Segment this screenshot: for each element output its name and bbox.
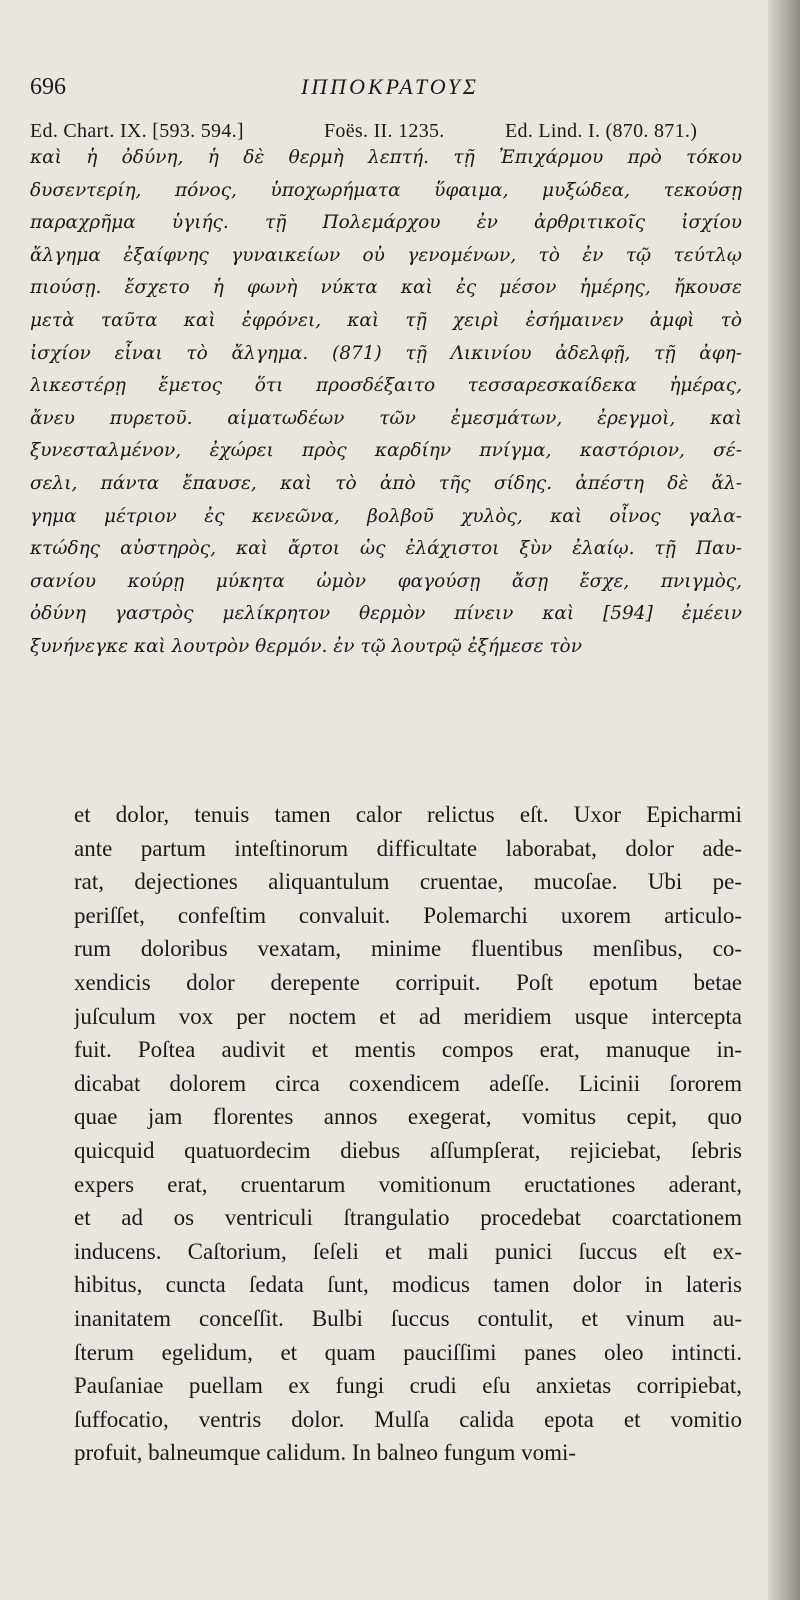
- latin-text-line: rum doloribus vexatam, minime fluentibus menſibus, co-: [74, 936, 742, 962]
- latin-text-line: fuit. Poſtea audivit et mentis compos erat, manuque in-: [74, 1037, 742, 1063]
- chartier-edition-ref: Ed. Chart. IX. [593. 594.]: [30, 120, 244, 142]
- linden-edition-ref: Ed. Lind. I. (870. 871.): [505, 120, 698, 142]
- greek-text-line: δυσεντερίη, πόνος, ὑποχωρήματα ὕφαιμα, μυξώδεα, τεκούσῃ: [30, 179, 742, 201]
- greek-text-line: πιούσῃ. ἔσχετο ἡ φωνὴ νύκτα καὶ ἐς μέσον ἡμέρης, ἤκουσε: [30, 277, 742, 299]
- latin-text-line: et ad os ventriculi ſtrangulatio procedebat coarctationem: [74, 1205, 742, 1231]
- latin-text-line: ſuffocatio, ventris dolor. Mulſa calida epota et vomitio: [74, 1406, 742, 1432]
- latin-text-line: rat, dejectiones aliquantulum cruentae, mucoſae. Ubi pe-: [74, 869, 742, 895]
- latin-text-line: hibitus, cuncta ſedata ſunt, modicus tamen dolor in lateris: [74, 1272, 742, 1298]
- greek-text-line: ἄλγημα ἐξαίφνης γυναικείων οὐ γενομένων, τὸ ἐν τῷ τεύτλῳ: [30, 244, 742, 266]
- greek-text-line: σελι, πάντα ἔπαυσε, καὶ τὸ ἀπὸ τῆς σίδης. ἀπέστη δὲ ἄλ-: [30, 472, 742, 494]
- greek-text-line: σανίου κούρῃ μύκητα ὠμὸν φαγούσῃ ἄσῃ ἔσχε, πνιγμὸς,: [30, 570, 742, 592]
- latin-text-line: juſculum vox per noctem et ad meridiem usque intercepta: [74, 1003, 742, 1029]
- latin-text-line: ante partum inteſtinorum difficultate laborabat, dolor ade-: [74, 835, 742, 861]
- running-title: ΙΠΠΟΚΡΑΤΟΥΣ: [300, 74, 480, 99]
- greek-text-line: παραχρῆμα ὑγιής. τῇ Πολεμάρχου ἐν ἀρθριτικοῖς ἰσχίου: [30, 212, 742, 234]
- page-number: 696: [30, 74, 66, 100]
- greek-text-line: καὶ ἡ ὀδύνη, ἡ δὲ θερμὴ λεπτή. τῇ Ἐπιχάρμου πρὸ τόκου: [30, 147, 742, 168]
- greek-text-line: ὀδύνη γαστρὸς μελίκρητον θερμὸν πίνειν καὶ [594] ἐμέειν: [30, 603, 742, 625]
- greek-text-line: λικεστέρῃ ἔμετος ὅτι προσδέξαιτο τεσσαρεσκαίδεκα ἡμέρας,: [30, 375, 742, 397]
- latin-text-line: profuit, balneumque calidum. In balneo fungum vomi-: [74, 1440, 577, 1466]
- greek-text-line: ἰσχίον εἶναι τὸ ἄλγημα. (871) τῇ Λικινίου ἀδελφῇ, τῇ ἀφη-: [30, 342, 742, 364]
- latin-text-line: inducens. Caſtorium, ſeſeli et mali punici ſuccus eſt ex-: [74, 1238, 742, 1264]
- latin-text-line: quae jam florentes annos exegerat, vomitus cepit, quo: [74, 1104, 742, 1130]
- greek-text-line: μετὰ ταῦτα καὶ ἐφρόνει, καὶ τῇ χειρὶ ἐσήμαινεν ἀμφὶ τὸ: [30, 309, 742, 331]
- latin-text-line: xendicis dolor derepente corripuit. Poſt epotum betae: [74, 969, 742, 995]
- greek-text-block: [30, 142, 742, 664]
- latin-text-line: periſſet, confeſtim convaluit. Polemarchi uxorem articulo-: [74, 902, 742, 928]
- latin-text-line: Pauſaniae puellam ex fungi crudi eſu anxietas corripiebat,: [74, 1373, 742, 1399]
- page-gutter-shadow: [768, 0, 800, 1600]
- foesius-edition-ref: Foës. II. 1235.: [324, 120, 445, 142]
- greek-text-line: ξυνεσταλμένον, ἐχώρει πρὸς καρδίην πνίγμα, καστόριον, σέ-: [30, 440, 742, 462]
- latin-text-line: expers erat, cruentarum vomitionum eructationes aderant,: [74, 1171, 742, 1197]
- latin-text-line: inanitatem conceſſit. Bulbi ſuccus contulit, et vinum au-: [74, 1305, 742, 1331]
- greek-text-line: κτώδης αὐστηρὸς, καὶ ἄρτοι ὡς ἐλάχιστοι ξὺν ἐλαίῳ. τῇ Παυ-: [30, 538, 742, 560]
- latin-text-line: dicabat dolorem circa coxendicem adeſſe. Licinii ſororem: [74, 1070, 742, 1096]
- greek-text-line: ἄνευ πυρετοῦ. αἱματωδέων τῶν ἐμεσμάτων, ἐρεγμοὶ, καὶ: [30, 407, 742, 429]
- greek-text-line: ξυνήνεγκε καὶ λουτρὸν θερμόν. ἐν τῷ λουτρῷ ἐξήμεσε τὸν: [30, 635, 582, 657]
- page-header: [30, 74, 750, 114]
- latin-text-line: quicquid quatuordecim diebus aſſumpſerat, rejiciebat, ſebris: [74, 1137, 742, 1163]
- latin-text-line: et dolor, tenuis tamen calor relictus eſt. Uxor Epicharmi: [74, 802, 742, 827]
- latin-translation-block: [74, 798, 742, 1470]
- greek-text-line: γημα μέτριον ἐς κενεῶνα, βολβοῦ χυλὸς, καὶ οἶνος γαλα-: [30, 505, 742, 527]
- latin-text-line: ſterum egelidum, et quam pauciſſimi panes oleo intincti.: [74, 1339, 742, 1365]
